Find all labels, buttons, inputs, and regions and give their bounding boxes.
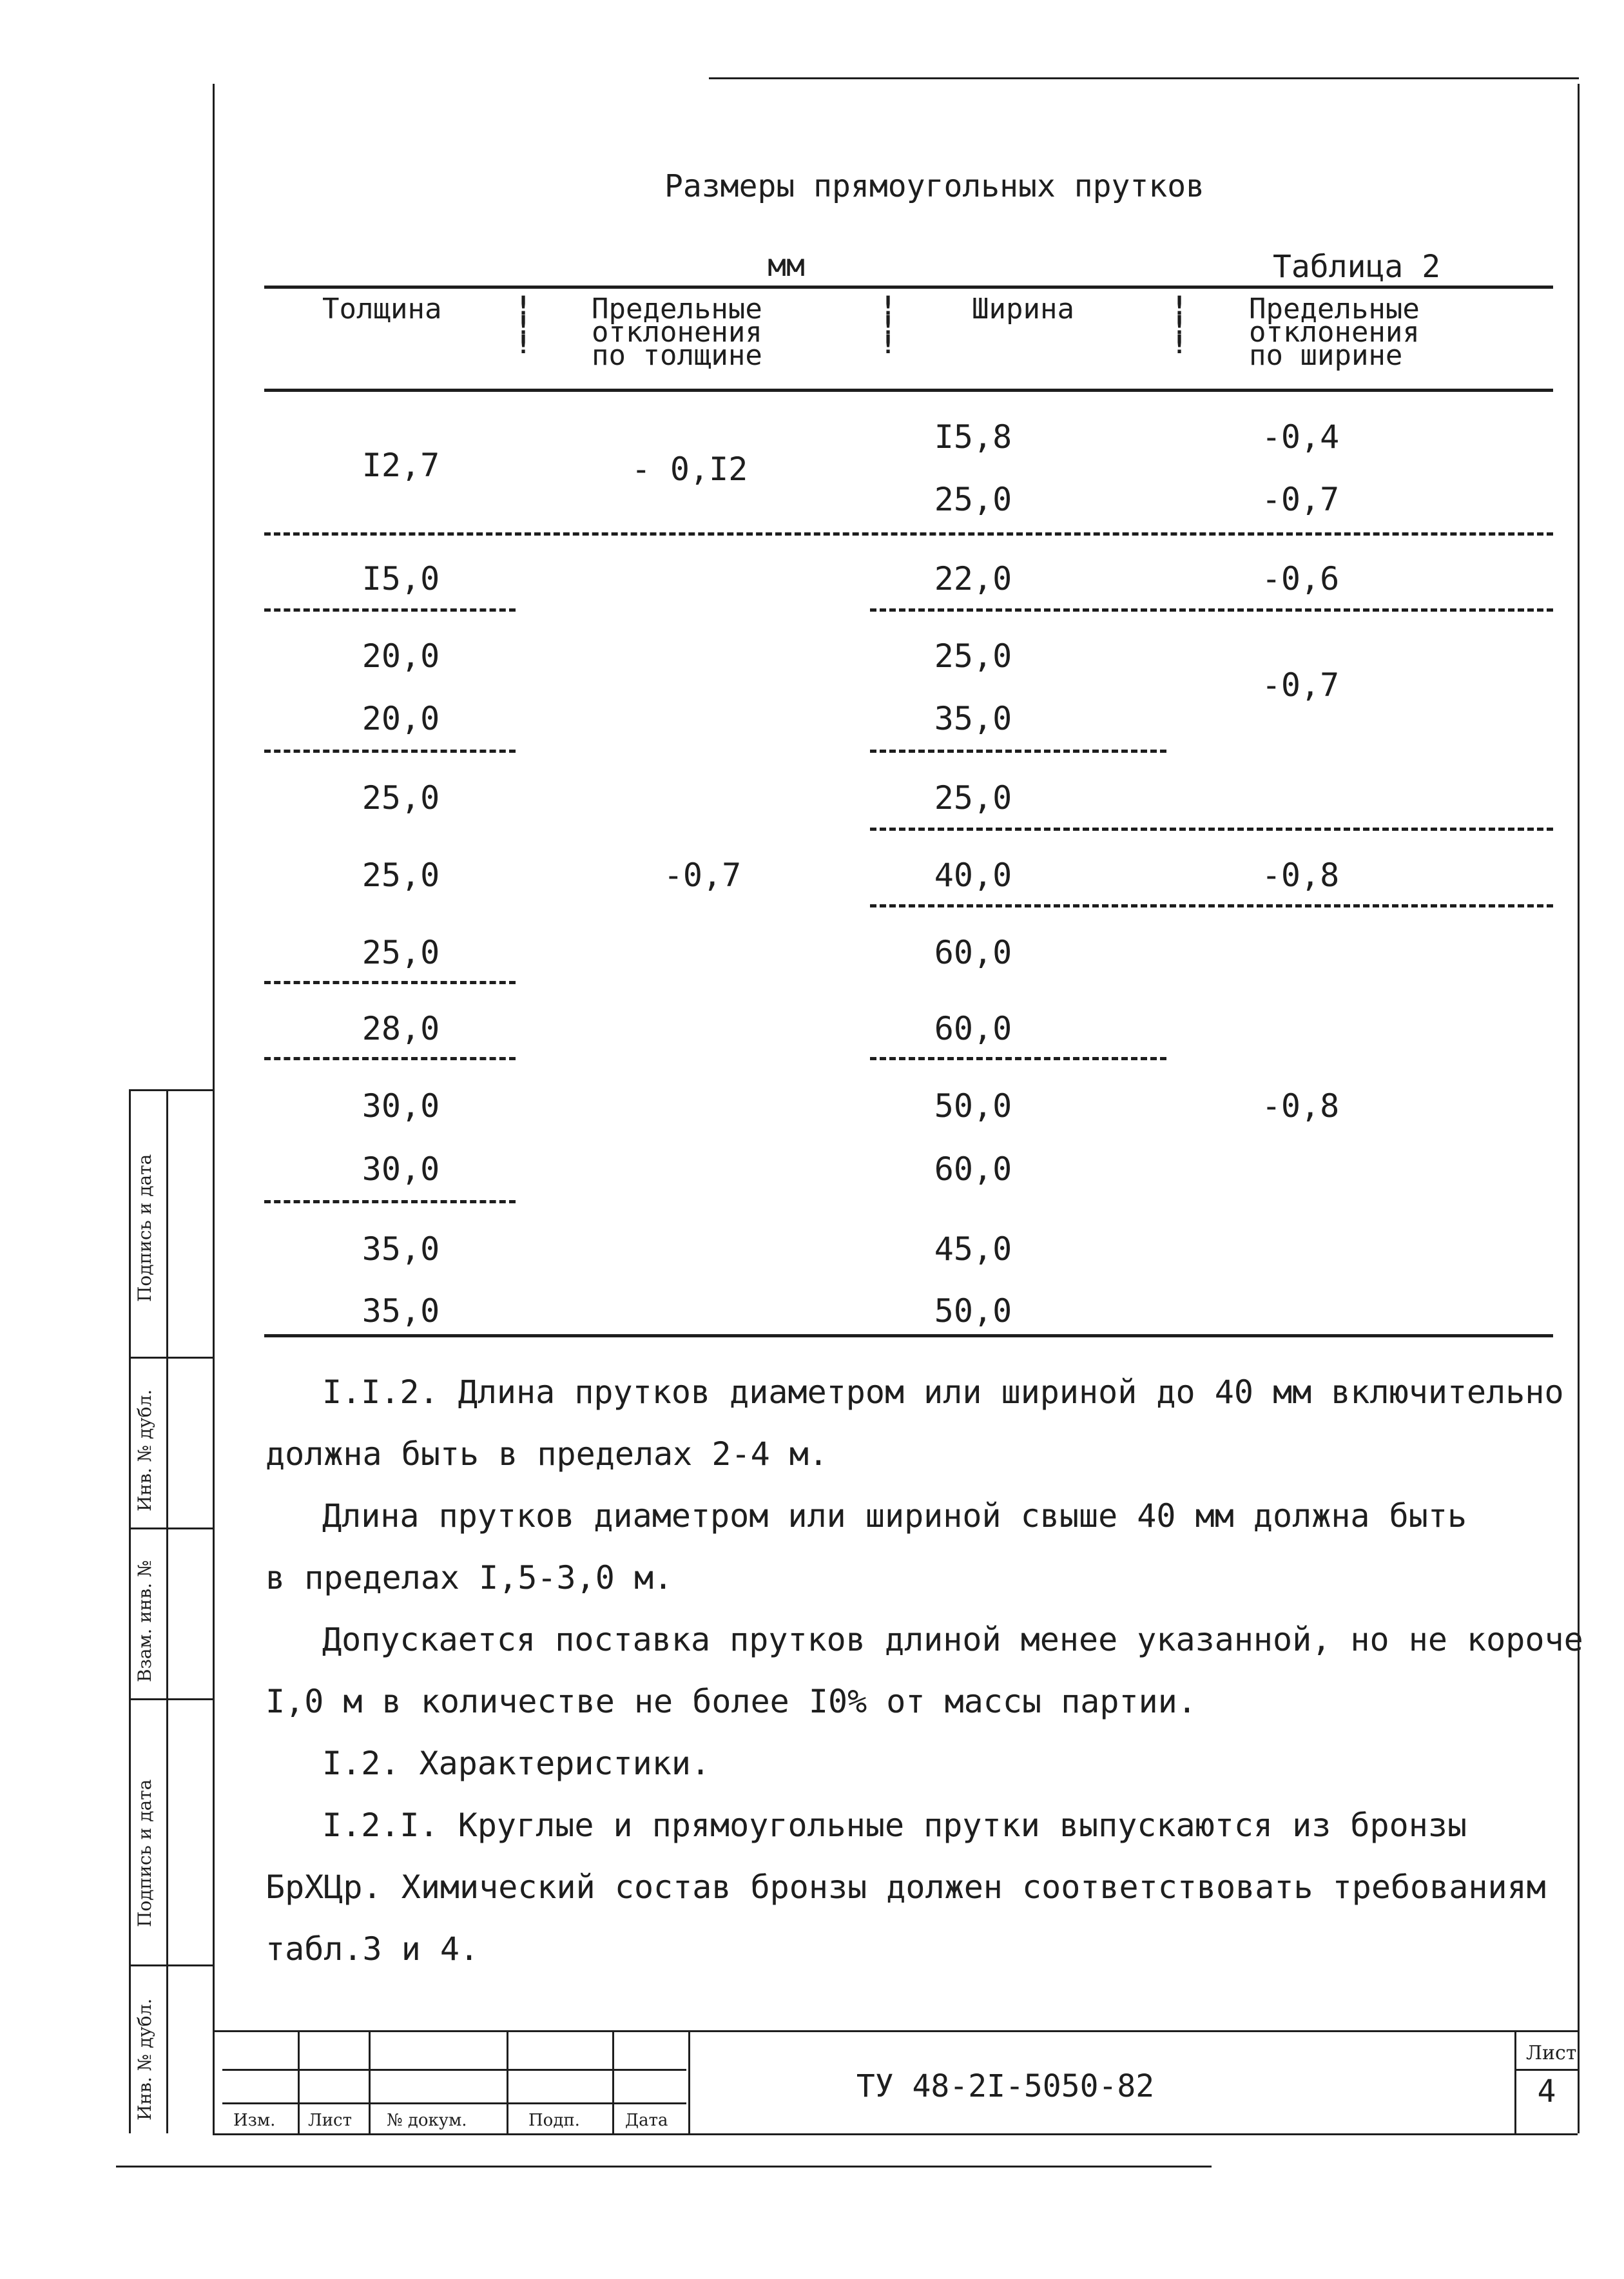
sheet-box-line [1514,2069,1578,2071]
unit-label: мм [768,247,805,284]
thickness-cell: 20,0 [362,700,440,737]
sheet-number: 4 [1537,2073,1556,2109]
title-block-row-line [222,2102,686,2104]
row-separator [264,532,1553,536]
thickness-cell: 35,0 [362,1230,440,1268]
stamp-col-change: Изм. [233,2111,276,2130]
side-label-replacement-inventory: Взам. инв. № [134,1560,155,1682]
header-width-tolerance: Предельные отклонения по ширине [1249,293,1420,372]
thickness-cell: 35,0 [362,1292,440,1330]
frame-top-line [709,77,1579,79]
width-cell: 60,0 [934,1150,1012,1188]
row-separator [264,750,516,753]
row-separator [264,1057,516,1060]
side-stamp-row-line [129,1089,213,1091]
thickness-cell: 30,0 [362,1150,440,1188]
side-stamp-row-line [129,1357,213,1359]
title-block-col-line [298,2030,300,2133]
thickness-cell: I2,7 [362,447,440,484]
row-separator [870,750,1166,753]
paragraph-line: I.2.I. Круглые и прямоугольные прутки выпускаются из бронзы [322,1807,1467,1844]
width-cell: 60,0 [934,1010,1012,1047]
side-label-duplicate-inventory: Инв. № дубл. [134,1998,155,2120]
width-cell: 25,0 [934,481,1012,518]
paragraph-line: I.I.2. Длина прутков диаметром или шириной до 40 мм включительно [322,1373,1564,1411]
title-block-col-line [688,2030,690,2133]
title-block-row-line [222,2069,686,2071]
width-cell: 45,0 [934,1230,1012,1268]
side-stamp-inner-line [166,1089,168,2133]
table-bottom-rule [264,1334,1553,1337]
side-label-duplicate-inventory: Инв. № дубл. [134,1389,155,1511]
width-cell: I5,8 [934,418,1012,456]
table-label: Таблица 2 [1273,249,1441,285]
frame-left-line [213,84,215,2133]
table-top-rule [264,286,1553,289]
row-separator [870,1057,1166,1060]
thickness-tolerance-cell: -0,7 [663,857,742,894]
paragraph-line: Длина прутков диаметром или шириной свыше 40 мм должна быть [322,1497,1467,1535]
header-separator: ! ! ! [1172,291,1188,360]
side-stamp-row-line [129,1964,213,1966]
width-cell: 40,0 [934,857,1012,894]
thickness-cell: 20,0 [362,637,440,675]
header-separator: ! ! ! [516,291,532,360]
row-separator [264,1200,516,1203]
row-separator [870,904,1553,907]
header-thickness-tolerance: Предельные отклонения по толщине [592,293,762,372]
title-block-col-line [612,2030,614,2133]
header-thickness: Толщина [322,293,442,325]
stamp-col-document: № докум. [387,2111,467,2130]
width-tolerance-cell: -0,8 [1261,857,1340,894]
paragraph-line: I.2. Характеристики. [322,1745,711,1782]
frame-right-line [1578,84,1580,2133]
side-label-signature-date: Подпись и дата [134,1154,155,1302]
paragraph-line: Допускается поставка прутков длиной менее указанной, но не короче [322,1621,1583,1658]
side-label-signature-date: Подпись и дата [134,1779,155,1927]
paragraph-line: БрХЦр. Химический состав бронзы должен соответствовать требованиям [266,1868,1546,1906]
width-cell: 60,0 [934,934,1012,971]
side-stamp-row-line [129,1527,213,1529]
paragraph-line: должна быть в пределах 2-4 м. [266,1435,828,1473]
thickness-cell: 25,0 [362,934,440,971]
width-cell: 25,0 [934,779,1012,817]
side-stamp-outer-line [129,1089,131,2133]
row-separator [264,981,516,984]
paragraph-line: в пределах I,5-3,0 м. [266,1559,673,1596]
width-cell: 35,0 [934,700,1012,737]
width-cell: 22,0 [934,560,1012,597]
width-tolerance-cell: -0,6 [1261,560,1340,597]
row-separator [264,608,516,612]
thickness-tolerance-cell: - 0,I2 [631,451,748,488]
paragraph-line: табл.3 и 4. [266,1930,479,1968]
title-block-col-line [507,2030,508,2133]
thickness-cell: 30,0 [362,1087,440,1125]
header-width: Ширина [972,293,1074,325]
stamp-col-date: Дата [625,2111,668,2130]
thickness-cell: 25,0 [362,779,440,817]
width-cell: 50,0 [934,1087,1012,1125]
width-cell: 25,0 [934,637,1012,675]
width-tolerance-cell: -0,8 [1261,1087,1340,1125]
title-block-col-line [369,2030,371,2133]
width-tolerance-cell: -0,4 [1261,418,1340,456]
stamp-col-signature: Подп. [528,2111,580,2130]
row-separator [870,828,1553,831]
header-bottom-rule [264,389,1553,392]
thickness-cell: 25,0 [362,857,440,894]
paragraph-line: I,0 м в количестве не более I0% от массы партии. [266,1683,1197,1720]
stamp-col-sheet: Лист [308,2111,352,2130]
width-cell: 50,0 [934,1292,1012,1330]
width-tolerance-cell: -0,7 [1261,481,1340,518]
header-separator: ! ! ! [880,291,896,360]
sheet-label: Лист [1526,2042,1577,2064]
document-code: ТУ 48-2I-5050-82 [856,2068,1155,2104]
title-block-top-line [213,2030,1578,2032]
title-block-col-line [1514,2030,1516,2133]
row-separator [870,608,1553,612]
side-stamp-row-line [129,1698,213,1700]
width-tolerance-cell: -0,7 [1261,666,1340,704]
thickness-cell: I5,0 [362,560,440,597]
page-title: Размеры прямоугольных прутков [664,168,1205,204]
frame-bottom-line [116,2166,1212,2167]
title-block-bottom-line [213,2133,1578,2135]
thickness-cell: 28,0 [362,1010,440,1047]
